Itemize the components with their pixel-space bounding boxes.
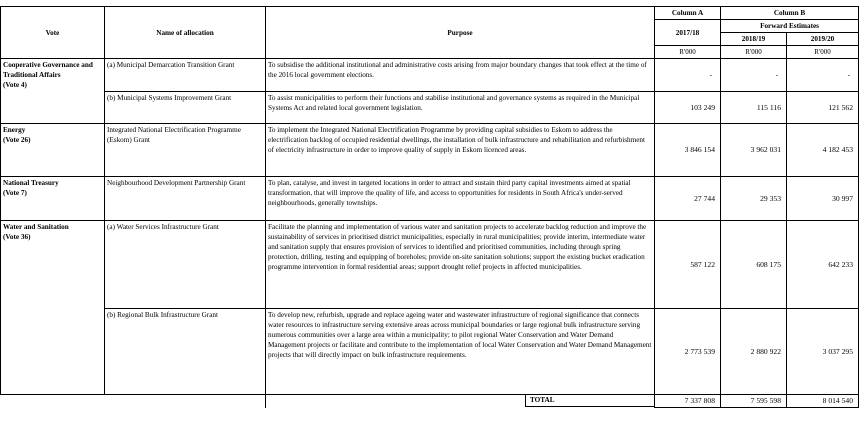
vote-number: (Vote 36) xyxy=(3,233,31,241)
vote-cell xyxy=(1,221,105,395)
table-row xyxy=(1,59,859,92)
value-2018-19: 3 962 031 xyxy=(721,124,787,177)
vote-number: (Vote 4) xyxy=(3,81,27,89)
value-2017-18: - xyxy=(655,59,721,92)
header-forward-estimates: Forward Estimates xyxy=(721,20,859,33)
value-2018-19: 115 116 xyxy=(721,92,787,124)
vote-cell xyxy=(1,177,105,221)
header-vote: Vote xyxy=(1,7,105,59)
allocation-name: (a) Municipal Demarcation Transition Grant xyxy=(105,59,266,92)
value-2019-20: 30 997 xyxy=(787,177,859,221)
purpose-text: To plan, catalyse, and invest in targeted locations in order to attract and sustain third party capital investments aimed at spatial transformation, that will improve the quality of life, and access to opportunities for residents in South Africa's under-served neighbourhoods, generally townships. xyxy=(266,177,655,221)
purpose-text: To subsidise the additional institutional and administrative costs arising from major boundary changes that took effect at the time of the 2016 local government elections. xyxy=(266,59,655,92)
value-2017-18: 103 249 xyxy=(655,92,721,124)
table-row xyxy=(1,92,859,124)
table-row xyxy=(1,221,859,309)
value-2017-18: 587 122 xyxy=(655,221,721,309)
vote-cell xyxy=(1,59,105,124)
value-2017-18: 2 773 539 xyxy=(655,309,721,395)
value-2019-20: 3 037 295 xyxy=(787,309,859,395)
value-2019-20: 4 182 453 xyxy=(787,124,859,177)
vote-name: Cooperative Governance and Traditional Affairs xyxy=(3,61,93,79)
purpose-text: Facilitate the planning and implementation of various water and sanitation projects to accelerate backlog reduction and improve the sustainability of services in prioritised district municipalities, especially in rural municipalities; provide interim, intermediate water and sanitation supply that ensures provision of services to identified and prioritised communities, including through spring protection, drilling, testing and equipping of boreholes; provide on-site sanitation solutions; support the existing bucket eradication programme intervention in formal residential areas; support drought relief projects in affected municipalities. xyxy=(266,221,655,309)
purpose-text: To assist municipalities to perform their functions and stabilise institutional and governance systems as required in the Municipal Systems Act and related local government legislation. xyxy=(266,92,655,124)
value-2018-19: 2 880 922 xyxy=(721,309,787,395)
allocation-table xyxy=(0,6,859,408)
vote-cell xyxy=(1,124,105,177)
total-row xyxy=(1,395,859,408)
allocation-name: (a) Water Services Infrastructure Grant xyxy=(105,221,266,309)
allocation-name: Integrated National Electrification Programme (Eskom) Grant xyxy=(105,124,266,177)
total-2019-20: 8 014 540 xyxy=(787,395,859,408)
value-2019-20: 642 233 xyxy=(787,221,859,309)
vote-number: (Vote 26) xyxy=(3,136,31,144)
allocation-name: Neighbourhood Development Partnership Grant xyxy=(105,177,266,221)
value-2019-20: 121 562 xyxy=(787,92,859,124)
unit-label: R'000 xyxy=(787,46,859,59)
table-row xyxy=(1,124,859,177)
purpose-text: To implement the Integrated National Electrification Programme by providing capital subsidies to Eskom to address the electrification backlog of occupied residential dwellings, the installation of bulk infrastructure and rehabilitation and refurbishment of electricity infrastructure in order to improve quality of supply in Eskom licenced areas. xyxy=(266,124,655,177)
value-2017-18: 27 744 xyxy=(655,177,721,221)
purpose-text: To develop new, refurbish, upgrade and replace ageing water and wastewater infrastructure of regional significance that connects water resources to infrastructure serving extensive areas across municipal boundaries or large regional bulk infrastructure serving numerous communities over a large area within a municipality; to pilot regional Water Conservation and Water Demand Management projects or facilitate and contribute to the implementation of local Water Conservation and Water Demand Management projects that will directly impact on bulk infrastructure requirements. xyxy=(266,309,655,395)
table-row xyxy=(1,309,859,395)
value-2018-19: 29 353 xyxy=(721,177,787,221)
value-2018-19: - xyxy=(721,59,787,92)
total-2017-18: 7 337 808 xyxy=(655,395,721,408)
header-column-b: Column B xyxy=(721,7,859,20)
total-label: TOTAL xyxy=(525,395,654,407)
header-year-a: 2017/18 xyxy=(655,20,721,46)
unit-label: R'000 xyxy=(721,46,787,59)
value-2019-20: - xyxy=(787,59,859,92)
header-year-b1: 2018/19 xyxy=(721,33,787,46)
header-purpose: Purpose xyxy=(266,7,655,59)
vote-name: Water and Sanitation xyxy=(3,223,69,231)
header-column-a: Column A xyxy=(655,7,721,20)
vote-number: (Vote 7) xyxy=(3,189,27,197)
vote-name: Energy xyxy=(3,126,26,134)
unit-label: R'000 xyxy=(655,46,721,59)
vote-name: National Treasury xyxy=(3,179,59,187)
value-2018-19: 608 175 xyxy=(721,221,787,309)
table-row xyxy=(1,177,859,221)
total-2018-19: 7 595 598 xyxy=(721,395,787,408)
allocation-name: (b) Municipal Systems Improvement Grant xyxy=(105,92,266,124)
allocation-name: (b) Regional Bulk Infrastructure Grant xyxy=(105,309,266,395)
header-allocation: Name of allocation xyxy=(105,7,266,59)
value-2017-18: 3 846 154 xyxy=(655,124,721,177)
header-year-b2: 2019/20 xyxy=(787,33,859,46)
